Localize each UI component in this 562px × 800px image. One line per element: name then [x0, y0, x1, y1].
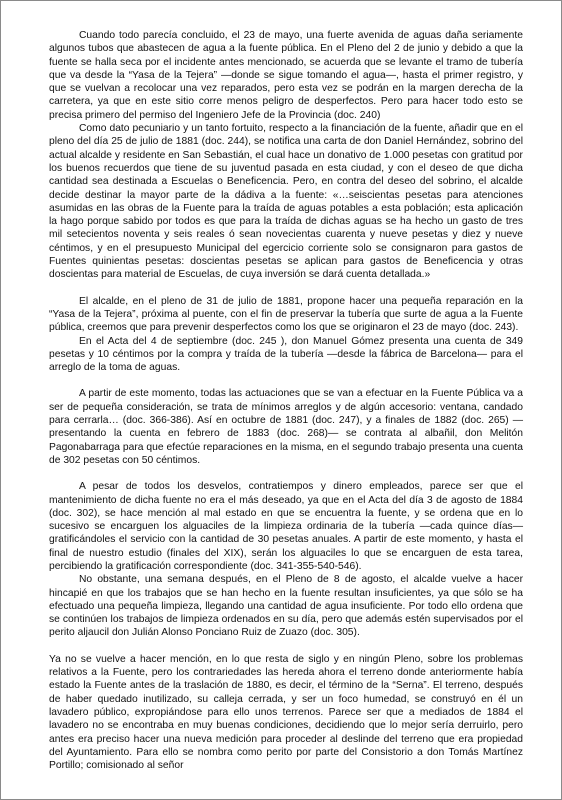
paragraph-acta-septiembre: En el Acta del 4 de septiembre (doc. 245 ), don Manuel Gómez presenta una cuenta de 349 pesetas y 10 céntimos por la compra y traída de la tubería —desde la fábrica de Barcelona— para el arreglo de la toma de aguas.: [49, 335, 523, 374]
document-body: [49, 29, 523, 772]
paragraph-fuente-avenida: Cuando todo parecía concluido, el 23 de mayo, una fuerte avenida de aguas daña seriamente algunos tubos que abastecen de agua a la fuente pública. En el Pleno del 2 de junio y debido a que la fuente se halla seca por el incidente antes mencionado, se acuerda que se levante el tramo de tubería que va desde la “Yasa de la Tejera” —donde se sigue tomando el agua—, hasta el primer registro, y que se vuelvan a recolocar una vez reparados, pero esta vez se podrán en la margen derecha de la carretera, ya que en este sitio corre menos peligro de desperfectos. Pero para hacer todo esto se precisa primero del permiso del Ingeniero Jefe de la Provincia (doc. 240): [49, 30, 523, 121]
paragraph-yasa-reparacion: El alcalde, en el pleno de 31 de julio de 1881, propone hacer una pequeña reparación en la “Yasa de la Tejera”, próxima al puente, con el fin de preservar la tubería que surte de agua a la Fuente pública, creemos que para prevenir desperfectos como los que se originaron el 23 de mayo (doc. 243).: [49, 295, 523, 334]
paragraph-donativo: Como dato pecuniario y un tanto fortuito, respecto a la financiación de la fuente, añadir que en el pleno del día 25 de julio de 1881 (doc. 244), se notifica una carta de don Daniel Hernández, sobrino del actual alcalde y residente en San Sebastián, el cual hace un donativo de 1.000 pesetas con gratitud por los buenos recuerdos que tiene de su juventud pasada en esta ciudad, y con el deseo de que dicha cantidad sea destinada a Escuelas o Beneficencia. Pero, en contra del deseo del sobrino, el alcalde decide destinar la mayor parte de la dádiva a la fuente: «…seiscientas pesetas para atenciones asumidas en las obras de la Fuente para la traída de aguas potables a esta población; esta aplicación la hago porque sabido por todos es que para la traída de dichas aguas se ha hecho un gasto de tres mil setecientos noventa y seis reales ó sean novecientas cuarenta y nueve pesetas y diez y nueve céntimos, y en el presupuesto Municipal del egercicio corriente solo se consignaron para gastos de Fuentes quinientas pesetas: doscientas pesetas se aplican para gastos de Beneficencia y otras doscientas para material de Escuelas, de cuya inversión se dará cuenta detallada.»: [49, 123, 523, 281]
paragraph-mantenimiento: A pesar de todos los desvelos, contratiempos y dinero empleados, parece ser que el mantenimiento de dicha fuente no era el más deseado, ya que en el Acta del día 3 de agosto de 1884 (doc. 302), se hace mención al mal estado en que se encuentra la fuente, y se ordena que en lo sucesivo se encarguen los alguaciles de la limpieza ordinaria de la tubería —cada quince días— gratificándoles el servicio con la cantidad de 30 pesetas anuales. A partir de este momento, y hasta el final de nuestro estudio (finales del XIX), serán los alguaciles lo que se encarguen de esta tarea, percibiendo la gratificación correspondiente (doc. 341-355-540-546).: [49, 481, 523, 572]
paragraph-limpieza-insuficiente: No obstante, una semana después, en el Pleno de 8 de agosto, el alcalde vuelve a hacer hincapié en que los trabajos que se han hecho en la fuente resultan insuficientes, ya que sólo se ha efectuado una pequeña limpieza, llegando una cantidad de agua insuficiente. Por todo ello ordena que se continúen los trabajos de limpieza ordenados en su día, pero que además estén supervisados por el perito aljaucil don Julián Alonso Ponciano Ruiz de Zuazo (doc. 305).: [49, 574, 523, 639]
paragraph-pequenos-arreglos: A partir de este momento, todas las actuaciones que se van a efectuar en la Fuente Pública va a ser de pequeña consideración, se trata de mínimos arreglos y de algún accesorio: ventana, candado para cerrarla… (doc. 366-386). Así en octubre de 1881 (doc. 247), y a finales de 1882 (doc. 265) —presentando la cuenta en febrero de 1883 (doc. 268)— se contrata al albañil, don Melitón Pagonabarraga para que efectúe reparaciones en la misma, en el segundo trabajo presenta una cuenta de 302 pesetas con 50 céntimos.: [49, 388, 523, 466]
paragraph-lavadero: Ya no se vuelve a hacer mención, en lo que resta de siglo y en ningún Pleno, sobre los problemas relativos a la Fuente, pero los contrariedades las hereda ahora el terreno donde anteriormente había estado la Fuente antes de la traslación de 1880, es decir, el término de la “Serna”. El terreno, después de haber quedado inutilizado, su calleja cerrada, y ser un foco humedad, se construyó en él un lavadero público, expropiándose para ello unos terrenos. Parece ser que a mediados de 1884 el lavadero no se encontraba en muy buenas condiciones, decidiendo que lo mejor sería derruirlo, pero antes era preciso hacer una nueva medición para proceder al deslinde del terreno que era propiedad del Ayuntamiento. Para ello se nombra como perito por parte del Consistorio a don Tomás Martínez Portillo; comisionado al señor: [49, 653, 523, 772]
